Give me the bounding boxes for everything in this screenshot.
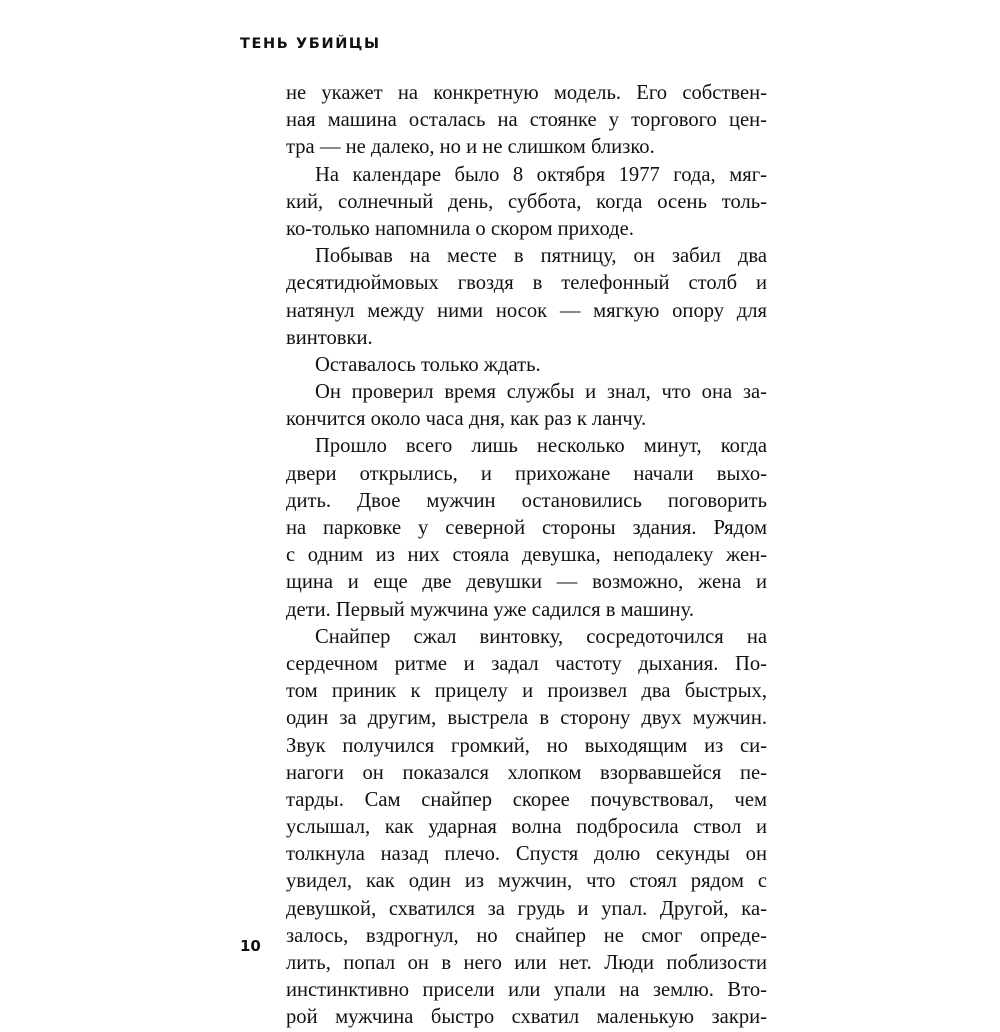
text-line: Оставалось только ждать. [315, 353, 541, 376]
text-line: сердечном ритме и задал частоту дыхания. По- [286, 652, 767, 675]
text-line: инстинктивно присели или упали на землю. Вто- [286, 979, 767, 1002]
text-line: тарды. Сам снайпер скорее почувствовал, чем [286, 788, 767, 811]
text-line: один за другим, выстрела в сторону двух мужчин. [286, 707, 767, 730]
text-line: на парковке у северной стороны здания. Рядом [286, 517, 767, 539]
page-number: 10 [240, 937, 261, 955]
text-line: Побывав на месте в пятницу, он забил два [315, 245, 767, 268]
text-line: не укажет на конкретную модель. Его собствен- [286, 82, 767, 104]
text-line: Звук получился громкий, но выходящим из си- [286, 734, 767, 757]
text-line: услышал, как ударная волна подбросила ствол и [286, 816, 767, 839]
text-line: залось, вздрогнул, но снайпер не смог опреде- [286, 924, 767, 947]
text-line: том приник к прицелу и произвел два быстрых, [286, 680, 767, 703]
text-line: дети. Первый мужчина уже садился в машину. [286, 598, 694, 621]
text-line: натянул между ними носок — мягкую опору для [286, 299, 767, 322]
text-line: девушкой, схватился за грудь и упал. Другой, ка- [286, 897, 767, 920]
text-line: кончится около часа дня, как раз к ланчу. [286, 408, 647, 431]
text-line: увидел, как один из мужчин, что стоял рядом с [286, 870, 767, 893]
text-line: щина и еще две девушки — возможно, жена и [286, 571, 767, 594]
text-line: Он проверил время службы и знал, что она за- [315, 381, 767, 404]
text-line: винтовки. [286, 326, 373, 349]
text-line: тра — не далеко, но и не слишком близко. [286, 136, 655, 159]
text-line: ко-только напомнила о скором приходе. [286, 217, 634, 240]
text-line: толкнула назад плечо. Спустя долю секунды он [286, 843, 767, 866]
running-head: ТЕНЬ УБИЙЦЫ [240, 36, 381, 52]
text-line: Прошло всего лишь несколько минут, когда [315, 435, 767, 458]
text-line: рой мужчина быстро схватил маленькую закри- [286, 1006, 767, 1029]
text-line: лить, попал он в него или нет. Люди поблизости [286, 952, 767, 974]
text-line: ная машина осталась на стоянке у торгового цен- [286, 109, 767, 132]
text-line: нагоги он показался хлопком взорвавшейся пе- [286, 761, 767, 784]
text-line: двери открылись, и прихожане начали выхо- [286, 462, 767, 485]
text-line: десятидюймовых гвоздя в телефонный столб и [286, 272, 767, 295]
text-line: дить. Двое мужчин остановились поговорить [286, 489, 767, 512]
text-line: Снайпер сжал винтовку, сосредоточился на [315, 625, 767, 648]
body-text [286, 80, 767, 1032]
text-line: На календаре было 8 октября 1977 года, мяг- [315, 163, 767, 186]
text-line: с одним из них стояла девушка, неподалеку жен- [286, 544, 767, 567]
text-line: кий, солнечный день, суббота, когда осень толь- [286, 190, 767, 213]
